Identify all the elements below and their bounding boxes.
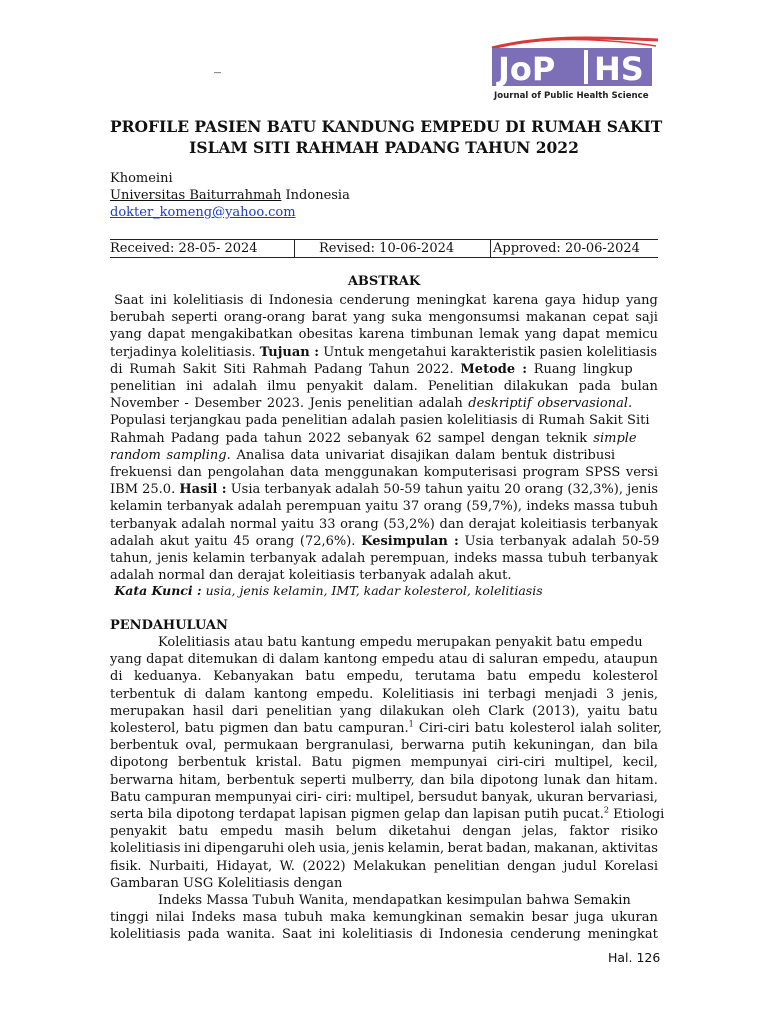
abstract-line	[110, 344, 658, 361]
body-text-span: Ciri-ciri batu kolesterol ialah soliter,	[413, 721, 662, 737]
body-line	[110, 719, 662, 737]
abstract-line: terbanyak adalah normal yaitu 33 orang (53,2%) dan derajat koleitiasis terbanyak	[110, 516, 658, 532]
approved-date: Approved: 20-06-2024	[493, 241, 640, 256]
body-line: yang dapat ditemukan di dalam kantong empedu atau di saluran empedu, ataupun	[110, 652, 658, 668]
journal-logo	[488, 36, 660, 102]
author-block	[110, 170, 350, 221]
keywords-list: usia, jenis kelamin, IMT, kadar kolesterol, kolelitiasis	[201, 583, 543, 598]
abstract-text-span: terjadinya kolelitiasis.	[110, 344, 256, 360]
abstract-text-span: Analisa data univariat disajikan dalam bentuk distribusi	[230, 447, 616, 463]
author-email-link[interactable]: dokter_komeng@yahoo.com	[110, 205, 296, 220]
keywords	[110, 583, 543, 598]
dates-row	[110, 239, 658, 258]
abstract-text-span: di Rumah Sakit Siti Rahmah Padang Tahun 2022.	[110, 361, 454, 377]
abstract-italic: random sampling.	[110, 447, 231, 463]
hasil-label: Hasil :	[179, 482, 227, 498]
abstract-italic: deskriptif observasional.	[468, 396, 633, 412]
citation-sup: 2	[603, 805, 610, 815]
title-line-1: PROFILE PASIEN BATU KANDUNG EMPEDU DI RUMAH SAKIT	[110, 117, 663, 136]
affiliation-university: Universitas Baiturrahmah	[110, 188, 282, 203]
body-text-span: Indeks Massa Tubuh Wanita, mendapatkan kesimpulan bahwa Semakin	[158, 893, 631, 909]
introduction-text	[110, 634, 665, 944]
body-line: dipotong berbentuk kristal. Batu pigmen mempunyai ciri-ciri multipel, kecil,	[110, 755, 658, 771]
abstract-text-span: Untuk mengetahui karakteristik pasien kolelitiasis	[319, 344, 657, 360]
body-line: merupakan hasil dari penelitian yang dilakukan oleh Clark (2013), yaitu batu	[110, 703, 658, 719]
abstract-italic: simple	[593, 430, 637, 446]
body-line: Batu campuran mempunyai ciri- ciri: multipel, bersudut banyak, ukuran bervariasi,	[110, 789, 658, 805]
abstract-line: Populasi terjangkau pada penelitian adalah pasien kolelitiasis di Rumah Sakit Siti	[110, 413, 650, 429]
title-line-2: ISLAM SITI RAHMAH PADANG TAHUN 2022	[189, 138, 579, 157]
tujuan-label: Tujuan :	[259, 344, 320, 360]
abstract-text-span: Ruang lingkup	[527, 361, 633, 377]
body-line: berbentuk oval, permukaan bergranulasi, berwarna putih kekuningan, dan bila	[110, 738, 658, 754]
abstract-line	[110, 361, 658, 378]
abstract-line: kelamin terbanyak adalah perempuan yaitu 37 orang (59,7%), indeks massa tubuh	[110, 499, 658, 515]
section-heading: PENDAHULUAN	[110, 618, 228, 633]
article-title	[110, 116, 663, 158]
jophs-logo-icon	[488, 36, 660, 102]
abstract-text-span: IBM 25.0.	[110, 482, 176, 498]
body-text-span: kolesterol, batu pigmen dan batu campuran.	[110, 721, 409, 737]
logo-brand-left: JoP	[498, 50, 556, 88]
kesimpulan-label: Kesimpulan :	[361, 533, 459, 549]
abstract-text	[110, 292, 658, 584]
abstract-text-span: Usia terbanyak adalah 50-59 tahun yaitu 20 orang (32,3%), jenis	[226, 482, 659, 498]
abstract-line	[110, 533, 658, 550]
affiliation-country: Indonesia	[281, 188, 350, 203]
abstract-line: tahun, jenis kelamin terbanyak adalah perempuan, indeks massa tubuh terbanyak	[110, 551, 658, 567]
body-line: Gambaran USG Kolelitiasis dengan	[110, 875, 343, 891]
body-line: tinggi nilai Indeks masa tubuh maka kemungkinan semakin besar juga ukuran	[110, 910, 658, 926]
body-line: di keduanya. Kebanyakan batu empedu, terutama batu empedu kolesterol	[110, 669, 658, 685]
body-line: berwarna hitam, berbentuk seperti mulberry, dan bila dipotong lunak dan hitam.	[110, 772, 658, 788]
abstract-text-span: adalah akut yaitu 45 orang (72,6%).	[110, 533, 356, 549]
metode-label: Metode :	[460, 361, 528, 377]
abstract-line	[110, 430, 658, 447]
citation-sup: 1	[408, 719, 414, 729]
logo-tagline: Journal of Public Health Science	[494, 91, 649, 101]
page-number: Hal. 126	[608, 950, 661, 965]
revised-date: Revised: 10-06-2024	[319, 241, 455, 256]
dates-divider	[490, 240, 491, 257]
body-line: penyakit batu empedu masih belum diketahui dengan jelas, faktor risiko	[110, 824, 658, 840]
dates-divider	[294, 240, 295, 257]
body-line	[110, 634, 658, 651]
body-text-span: serta bila dipotong terdapat lapisan pigmen gelap dan lapisan putih pucat.	[110, 807, 604, 823]
abstract-line	[110, 447, 658, 464]
body-text-span: Etiologi	[609, 807, 665, 823]
author-name: Khomeini	[110, 171, 173, 186]
abstract-line: adalah normal dan derajat koleitiasis terbanyak adalah akut.	[110, 568, 512, 584]
abstract-text-span: November - Desember 2023. Jenis penelitian adalah	[110, 396, 463, 412]
received-date: Received: 28-05- 2024	[110, 241, 258, 256]
affiliation	[110, 187, 350, 204]
body-line: fisik. Nurbaiti, Hidayat, W. (2022) Melakukan penelitian dengan judul Korelasi	[110, 858, 658, 874]
abstract-heading: ABSTRAK	[347, 274, 421, 289]
abstract-line: yang dapat mengakibatkan obesitas karena timbunan lemak yang dapat memicu	[110, 327, 658, 343]
abstract-line: penelitian ini adalah ilmu penyakit dalam. Penelitian dilakukan pada bulan	[110, 379, 658, 395]
body-text-span: Kolelitiasis atau batu kantung empedu merupakan penyakit batu empedu	[158, 635, 643, 650]
header-dash: _	[214, 58, 221, 74]
abstract-line	[110, 395, 658, 412]
logo-brand-right: HS	[594, 50, 644, 88]
abstract-text-span: Rahmah Padang pada tahun 2022 sebanyak 62 sampel dengan teknik	[110, 430, 588, 446]
body-line: kolelitiasis ini dipengaruhi oleh usia, jenis kelamin, berat badan, makanan, aktivitas	[110, 841, 658, 857]
abstract-text-span: Usia terbanyak adalah 50-59	[458, 533, 660, 549]
body-line	[110, 892, 658, 909]
keywords-label: Kata Kunci :	[110, 583, 202, 598]
body-line	[110, 805, 665, 823]
abstract-line: Saat ini kolelitiasis di Indonesia cenderung meningkat karena gaya hidup yang	[110, 293, 658, 308]
abstract-line: frekuensi dan pengolahan data menggunakan komputerisasi program SPSS versi	[110, 465, 658, 481]
abstract-line: berubah seperti orang-orang barat yang suka mengonsumsi makanan cepat saji	[110, 310, 658, 326]
body-line: terbentuk di dalam kantong empedu. Kolelitiasis ini terbagi menjadi 3 jenis,	[110, 686, 658, 702]
body-line: kolelitiasis pada wanita. Saat ini kolelitiasis di Indonesia cenderung meningkat	[110, 927, 658, 943]
abstract-line	[110, 481, 658, 498]
